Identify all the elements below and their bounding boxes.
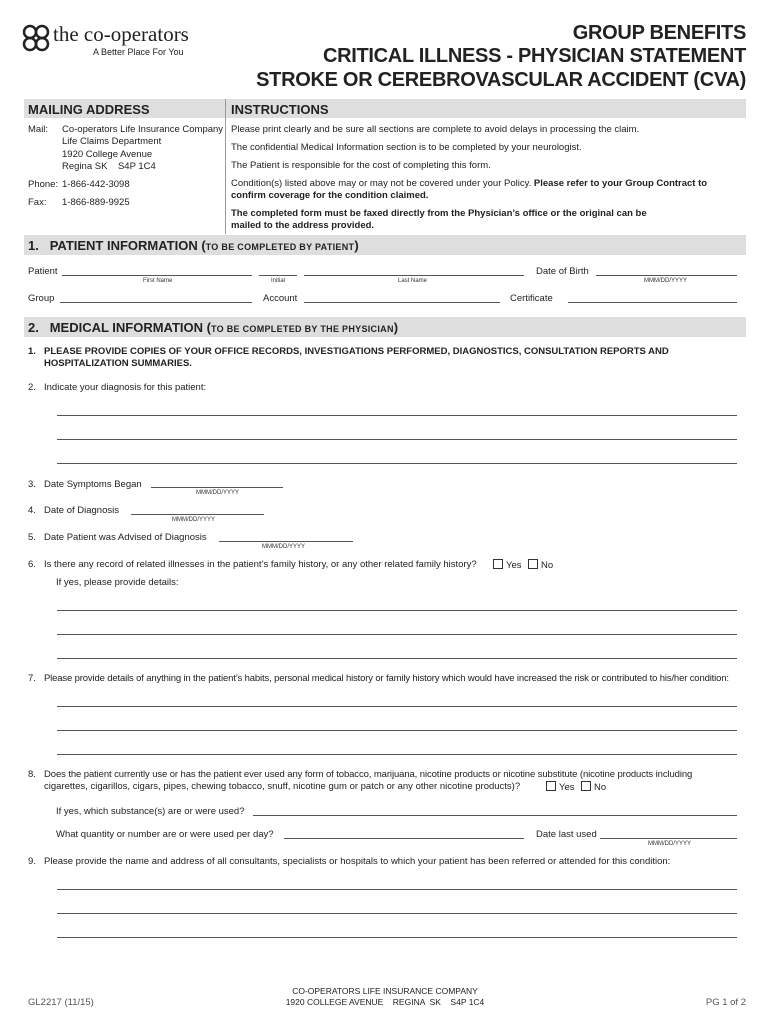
q9-details-line[interactable] bbox=[57, 889, 737, 890]
symptoms-date-format: MMM/DD/YYYY bbox=[196, 490, 240, 496]
dob-field[interactable] bbox=[596, 275, 737, 276]
initial-field[interactable] bbox=[259, 275, 297, 276]
diagnosis-line[interactable] bbox=[57, 463, 737, 464]
title-line-2: CRITICAL ILLNESS - PHYSICIAN STATEMENT bbox=[322, 45, 746, 67]
q4-text: Date of Diagnosis bbox=[44, 505, 119, 516]
checkbox[interactable] bbox=[528, 559, 538, 569]
dob-label: Date of Birth bbox=[536, 266, 589, 277]
section2-note: TO BE COMPLETED BY THE PHYSICIAN bbox=[210, 324, 394, 334]
q8-text: Does the patient currently use or has the patient ever used any form of tobacco, marijuana, nicotine products or nicotine substitute (nicotine products including bbox=[44, 769, 693, 780]
footer-address: 1920 COLLEGE AVENUE REGINA SK S4P 1C4 bbox=[285, 997, 485, 1007]
dob-format: MMM/DD/YYYY bbox=[644, 278, 688, 284]
instruction-4-normal: Condition(s) listed above may or may not be covered under your Policy. bbox=[231, 178, 532, 189]
instruction-4-bold-cont: confirm coverage for the condition claimed. bbox=[231, 190, 429, 201]
instruction-3: The Patient is responsible for the cost of completing this form. bbox=[231, 160, 491, 171]
checkbox[interactable] bbox=[546, 781, 556, 791]
section1-heading bbox=[28, 238, 359, 253]
title-line-1: GROUP BENEFITS bbox=[572, 22, 746, 44]
q6-text: Is there any record of related illnesses in the patient’s family history, or any other related family history? bbox=[44, 559, 477, 570]
diagnosis-date-format: MMM/DD/YYYY bbox=[172, 517, 216, 523]
certificate-field[interactable] bbox=[568, 302, 737, 303]
q8-text-cont: cigarettes, cigarillos, cigars, pipes, chewing tobacco, snuff, nicotine gum or patch or any other nicotine products)? bbox=[44, 781, 521, 792]
section1-note: TO BE COMPLETED BY PATIENT bbox=[205, 242, 355, 252]
cooperators-logo-icon bbox=[22, 24, 50, 52]
q8-substance-label: If yes, which substance(s) are or were used? bbox=[56, 806, 245, 817]
q1-text-cont: HOSPITALIZATION SUMMARIES. bbox=[44, 358, 192, 369]
phone-label: Phone: bbox=[28, 179, 59, 190]
q1-text: PLEASE PROVIDE COPIES OF YOUR OFFICE RECORDS, INVESTIGATIONS PERFORMED, DIAGNOSTICS, CONSULTATION REPORTS AND bbox=[44, 346, 669, 357]
fax-label: Fax: bbox=[28, 197, 47, 208]
q5-text: Date Patient was Advised of Diagnosis bbox=[44, 532, 207, 543]
instruction-1: Please print clearly and be sure all sections are complete to avoid delays in processing the claim. bbox=[231, 124, 640, 135]
phone-value: 1-866-442-3098 bbox=[62, 179, 130, 190]
instruction-4-bold: Please refer to your Group Contract to bbox=[533, 178, 708, 189]
q2-number: 2. bbox=[28, 382, 36, 393]
q3-number: 3. bbox=[28, 479, 36, 490]
group-label: Group bbox=[28, 293, 55, 304]
q8-date-last-label: Date last used bbox=[536, 829, 597, 840]
section2-title: MEDICAL INFORMATION ( bbox=[49, 320, 211, 335]
yes-label: Yes bbox=[506, 560, 522, 571]
q9-number: 9. bbox=[28, 856, 36, 867]
symptoms-date-field[interactable] bbox=[151, 487, 283, 488]
yes-label: Yes bbox=[559, 782, 575, 793]
group-field[interactable] bbox=[60, 302, 252, 303]
diagnosis-line[interactable] bbox=[57, 439, 737, 440]
last-name-field[interactable] bbox=[304, 275, 524, 276]
q8-number: 8. bbox=[28, 769, 36, 780]
q8-quantity-label: What quantity or number are or were used per day? bbox=[56, 829, 274, 840]
q1-number: 1. bbox=[28, 346, 36, 357]
instruction-4 bbox=[231, 178, 707, 189]
no-label: No bbox=[594, 782, 607, 793]
q7-details-line[interactable] bbox=[57, 730, 737, 731]
advised-date-format: MMM/DD/YYYY bbox=[262, 544, 306, 550]
q7-details-line[interactable] bbox=[57, 706, 737, 707]
tagline: A Better Place For You bbox=[93, 47, 184, 57]
q9-details-line[interactable] bbox=[57, 913, 737, 914]
instruction-5-cont: mailed to the address provided. bbox=[231, 220, 375, 231]
q6-details-line[interactable] bbox=[57, 658, 737, 659]
q8-yes-option[interactable] bbox=[546, 781, 575, 793]
diagnosis-date-field[interactable] bbox=[131, 514, 264, 515]
first-name-caption: First Name bbox=[143, 278, 173, 284]
advised-date-field[interactable] bbox=[219, 541, 353, 542]
q5-number: 5. bbox=[28, 532, 36, 543]
instruction-5: The completed form must be faxed directly from the Physician’s office or the original can be bbox=[231, 208, 647, 219]
q9-details-line[interactable] bbox=[57, 937, 737, 938]
address-line: Co-operators Life Insurance Company bbox=[62, 124, 224, 135]
q7-number: 7. bbox=[28, 673, 36, 684]
section1-title: PATIENT INFORMATION ( bbox=[49, 238, 206, 253]
q8-date-last-field[interactable] bbox=[600, 838, 737, 839]
checkbox[interactable] bbox=[493, 559, 503, 569]
mail-label: Mail: bbox=[28, 124, 49, 135]
diagnosis-line[interactable] bbox=[57, 415, 737, 416]
account-field[interactable] bbox=[304, 302, 500, 303]
q3-text: Date Symptoms Began bbox=[44, 479, 142, 490]
initial-caption: Initial bbox=[271, 278, 286, 284]
patient-label: Patient bbox=[28, 266, 58, 277]
account-label: Account bbox=[263, 293, 298, 304]
section2-heading bbox=[28, 320, 398, 335]
first-name-field[interactable] bbox=[62, 275, 252, 276]
section1-close: ) bbox=[354, 238, 359, 253]
q8-date-format: MMM/DD/YYYY bbox=[648, 841, 692, 847]
instructions-heading: INSTRUCTIONS bbox=[231, 102, 329, 117]
section2-number: 2. bbox=[28, 320, 39, 335]
q6-no-option[interactable] bbox=[528, 559, 553, 571]
q6-details-label: If yes, please provide details: bbox=[56, 577, 179, 588]
address-line: 1920 College Avenue bbox=[62, 149, 153, 160]
logo-text: the co-operators bbox=[53, 22, 189, 46]
q2-text: Indicate your diagnosis for this patient: bbox=[44, 382, 207, 393]
q8-substance-field[interactable] bbox=[253, 815, 737, 816]
page-number: PG 1 of 2 bbox=[705, 997, 746, 1008]
section2-close: ) bbox=[393, 320, 399, 335]
q6-yes-option[interactable] bbox=[493, 559, 522, 571]
q6-details-line[interactable] bbox=[57, 634, 737, 635]
column-divider bbox=[225, 99, 226, 234]
mailing-heading: MAILING ADDRESS bbox=[28, 102, 150, 117]
checkbox[interactable] bbox=[581, 781, 591, 791]
form-code: GL2217 (11/15) bbox=[28, 997, 94, 1008]
address-line: Life Claims Department bbox=[62, 136, 162, 147]
instruction-2: The confidential Medical Information section is to be completed by your neurologist. bbox=[231, 142, 582, 153]
last-name-caption: Last Name bbox=[398, 278, 428, 284]
address-line: Regina SK S4P 1C4 bbox=[62, 161, 156, 172]
q6-details-line[interactable] bbox=[57, 610, 737, 611]
q7-text: Please provide details of anything in the patient’s habits, personal medical history or family history which would have increased the risk or contributed to his/her condition: bbox=[44, 673, 729, 684]
certificate-label: Certificate bbox=[510, 293, 553, 304]
q8-quantity-field[interactable] bbox=[284, 838, 524, 839]
footer-company: CO-OPERATORS LIFE INSURANCE COMPANY bbox=[292, 986, 478, 996]
no-label: No bbox=[541, 560, 554, 571]
title-line-3: STROKE OR CEREBROVASCULAR ACCIDENT (CVA) bbox=[256, 69, 746, 91]
q6-number: 6. bbox=[28, 559, 36, 570]
q7-details-line[interactable] bbox=[57, 754, 737, 755]
q8-no-option[interactable] bbox=[581, 781, 606, 793]
q4-number: 4. bbox=[28, 505, 36, 516]
section1-number: 1. bbox=[28, 238, 39, 253]
q9-text: Please provide the name and address of all consultants, specialists or hospitals to which your patient has been referred or attended for this condition: bbox=[44, 856, 671, 867]
fax-value: 1-866-889-9925 bbox=[62, 197, 130, 208]
